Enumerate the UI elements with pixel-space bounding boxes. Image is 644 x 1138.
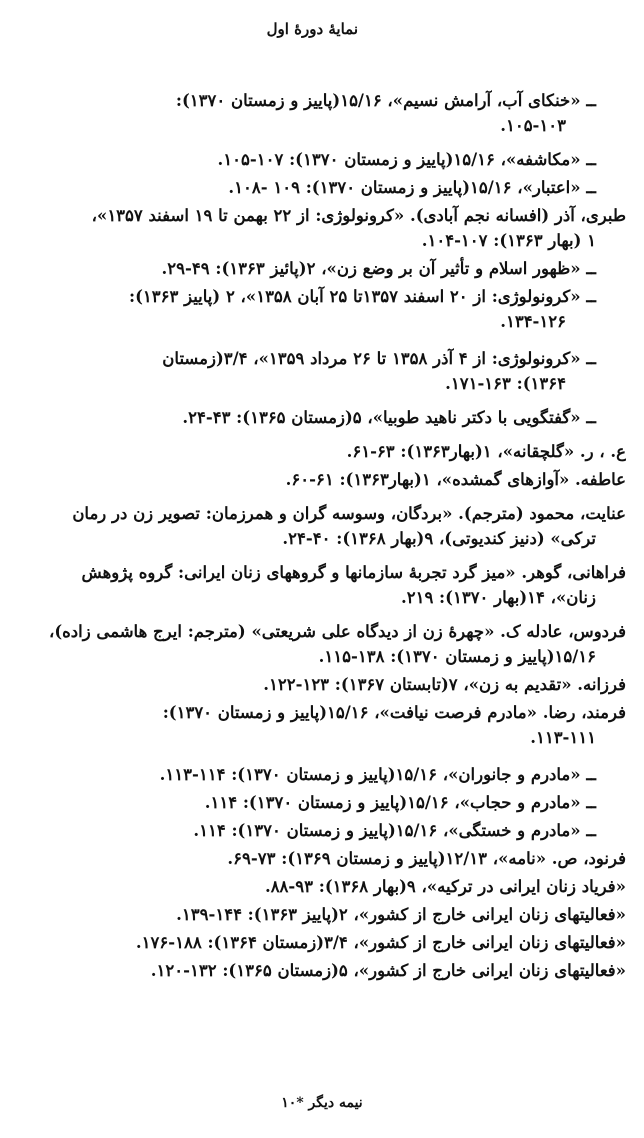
entry-continuation: ترکی» (دنیز کندیوتی)، ۹(بهار ۱۳۶۸): ۴۰-۲۴. (282, 529, 596, 548)
index-entry (22, 256, 626, 281)
index-entry (22, 846, 626, 871)
entry-continuation: ۱۵/۱۶(پاییز و زمستان ۱۳۷۰): ۱۳۸-۱۱۵. (318, 647, 596, 666)
entry-line: فردوس، عادله ک. «چهرهٔ زن از دیدگاه علی شریعتی» (مترجم: ایرج هاشمی زاده)، (49, 622, 626, 641)
index-entry (22, 439, 626, 464)
index-entry (22, 818, 626, 843)
entry-line: ــ «ظهور اسلام و تأثیر آن بر وضع زن»، ۲(پائیز ۱۳۶۳): ۴۹-۲۹. (161, 259, 596, 278)
entry-line: «فعالیتهای زنان ایرانی خارج از کشور»، ۲(پاییز ۱۳۶۳): ۱۴۴-۱۳۹. (176, 905, 626, 924)
entry-line: عنایت، محمود (مترجم). «بردگان، وسوسه گران و همرزمان: تصویر زن در رمان (72, 504, 626, 523)
entry-line: «فعالیتهای زنان ایرانی خارج از کشور»، ۵(زمستان ۱۳۶۵): ۱۳۲-۱۲۰. (150, 961, 626, 980)
index-entry (22, 467, 626, 492)
index-entry (22, 346, 626, 396)
entry-line: ع. ، ر. «گلچقانه»، ۱(بهار۱۳۶۳): ۶۳-۶۱. (346, 442, 626, 461)
entry-line: ــ «کرونولوژی: از ۴ آذر ۱۳۵۸ تا ۲۶ مرداد ۱۳۵۹»، ۳/۴(زمستان (162, 349, 596, 368)
entry-line: فرزانه. «تقدیم به زن»، ۷(تابستان ۱۳۶۷): ۱۲۳-۱۲۲. (263, 675, 626, 694)
entry-line: ــ «کرونولوژی: از ۲۰ اسفند ۱۳۵۷تا ۲۵ آبان ۱۳۵۸»، ۲ (پاییز ۱۳۶۳): (128, 287, 596, 306)
entry-line: ــ «خنکای آب، آرامش نسیم»، ۱۵/۱۶(پاییز و زمستان ۱۳۷۰): (175, 91, 596, 110)
entry-line: فراهانی، گوهر. «میز گرد تجربهٔ سازمانها و گروههای زنان ایرانی: گروه پژوهش (81, 563, 626, 582)
entry-line: عاطفه. «آوازهای گمشده»، ۱(بهار۱۳۶۳): ۶۱-۶۰. (285, 470, 626, 489)
entry-continuation: زنان»، ۱۴(بهار ۱۳۷۰): ۲۱۹. (400, 588, 596, 607)
index-entry (22, 203, 626, 253)
entry-line: ــ «گفتگویی با دکتر ناهید طوبیا»، ۵(زمستان ۱۳۶۵): ۴۳-۲۴. (182, 408, 596, 427)
index-entry (22, 175, 626, 200)
index-entry (22, 762, 626, 787)
index-entry (22, 958, 626, 983)
entry-line: فرنود، ص. «نامه»، ۱۲/۱۳(پاییز و زمستان ۱۳۶۹): ۷۳-۶۹. (227, 849, 626, 868)
page-footer: نیمه دیگر *۱۰ (281, 1095, 363, 1111)
entry-continuation: ۱۰۵-۱۰۳. (500, 116, 566, 135)
running-header: نمایهٔ دورهٔ اول (266, 20, 358, 38)
entry-line: طبری، آذر (افسانه نجم آبادی). «کرونولوژی: از ۲۲ بهمن تا ۱۹ اسفند ۱۳۵۷»، (91, 206, 626, 225)
entry-line: فرمند، رضا. «مادرم فرصت نیافت»، ۱۵/۱۶(پاییز و زمستان ۱۳۷۰): (162, 703, 626, 722)
entry-continuation: ۱ (بهار ۱۳۶۳): ۱۰۷-۱۰۴. (421, 231, 596, 250)
index-entry (22, 501, 626, 551)
index-entry (22, 88, 626, 138)
index-entry (22, 700, 626, 750)
entry-line: ــ «مادرم و حجاب»، ۱۵/۱۶(پاییز و زمستان ۱۳۷۰): ۱۱۴. (204, 793, 596, 812)
index-entry (22, 147, 626, 172)
entry-line: ــ «مکاشفه»، ۱۵/۱۶(پاییز و زمستان ۱۳۷۰): ۱۰۷-۱۰۵. (217, 150, 596, 169)
index-entry (22, 284, 626, 334)
entry-line: ــ «مادرم و جانوران»، ۱۵/۱۶(پاییز و زمستان ۱۳۷۰): ۱۱۴-۱۱۳. (159, 765, 596, 784)
index-entries (22, 88, 626, 983)
index-entry (22, 874, 626, 899)
index-entry (22, 560, 626, 610)
index-entry (22, 930, 626, 955)
entry-line: ــ «اعتبار»، ۱۵/۱۶(پاییز و زمستان ۱۳۷۰): ۱۰۹ -۱۰۸. (228, 178, 596, 197)
index-entry (22, 619, 626, 669)
entry-line: «فریاد زنان ایرانی در ترکیه»، ۹(بهار ۱۳۶۸): ۹۳-۸۸. (264, 877, 626, 896)
index-entry (22, 672, 626, 697)
entry-line: «فعالیتهای زنان ایرانی خارج از کشور»، ۳/۴(زمستان ۱۳۶۴): ۱۸۸-۱۷۶. (135, 933, 626, 952)
index-entry (22, 902, 626, 927)
index-entry (22, 405, 626, 430)
entry-continuation: ۱۱۳-۱۱۱. (530, 728, 596, 747)
index-entry (22, 790, 626, 815)
entry-continuation: ۱۳۶۴): ۱۷۱-۱۶۳. (445, 374, 566, 393)
entry-continuation: ۱۳۴-۱۲۶. (500, 312, 566, 331)
entry-line: ــ «مادرم و خستگی»، ۱۵/۱۶(پاییز و زمستان ۱۳۷۰): ۱۱۴. (193, 821, 596, 840)
